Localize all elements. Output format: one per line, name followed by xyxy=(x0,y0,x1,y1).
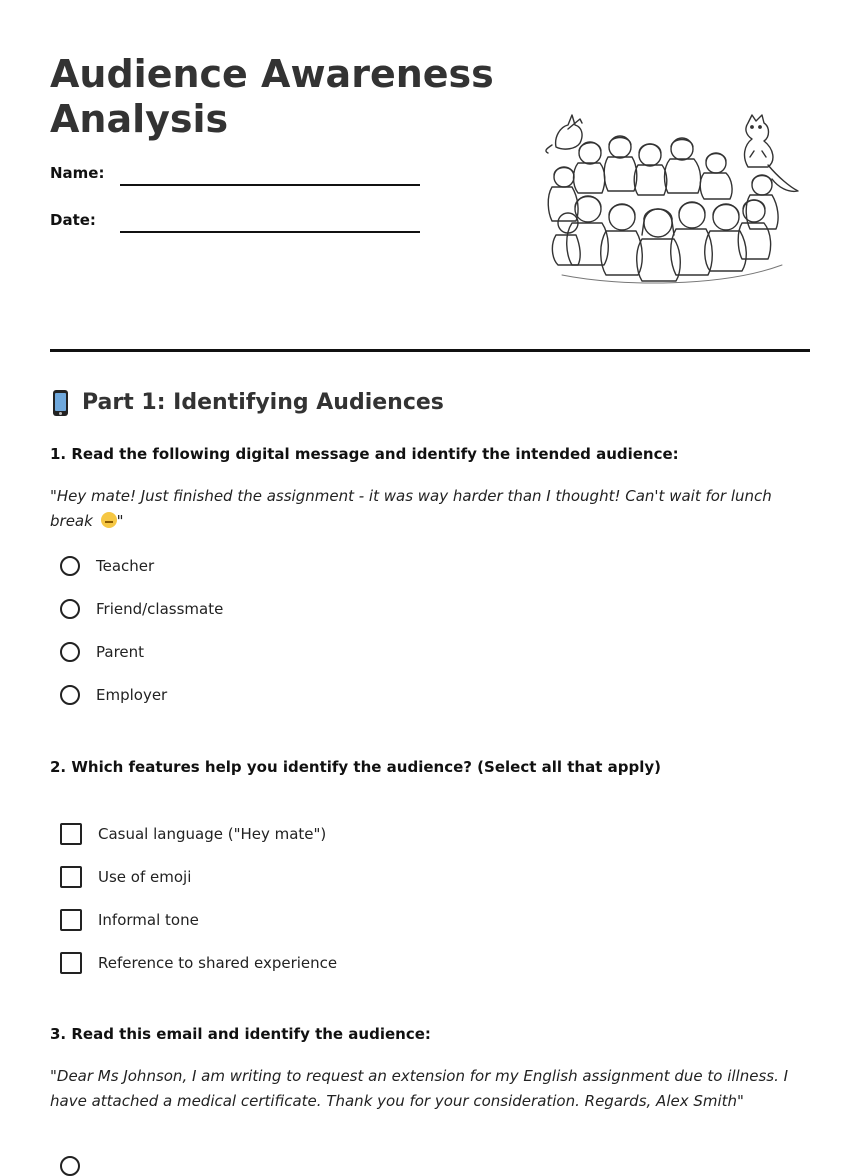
q1-option-label: Friend/classmate xyxy=(96,600,224,618)
q2-option-label: Casual language ("Hey mate") xyxy=(98,825,327,843)
question-2-prompt: 2. Which features help you identify the audience? (Select all that apply) xyxy=(50,758,661,776)
part-1-title: Part 1: Identifying Audiences xyxy=(82,390,444,415)
q1-option-parent[interactable] xyxy=(60,639,144,665)
date-input-line[interactable] xyxy=(120,231,420,233)
q1-option-employer[interactable] xyxy=(60,682,167,708)
q2-option-label: Use of emoji xyxy=(98,868,192,886)
name-label: Name: xyxy=(50,164,105,182)
checkbox[interactable] xyxy=(60,952,82,974)
q1-option-friend-classmate[interactable] xyxy=(60,596,223,622)
question-1-message xyxy=(50,484,810,534)
mobile-phone-icon xyxy=(53,390,68,416)
q3-option-radio-partial[interactable] xyxy=(60,1156,80,1176)
page-title-line-1: Audience Awareness xyxy=(50,52,494,96)
checkbox[interactable] xyxy=(60,823,82,845)
radio-button[interactable] xyxy=(60,599,80,619)
page-title xyxy=(50,52,494,142)
sleepy-face-emoji-icon xyxy=(101,512,117,528)
name-field[interactable] xyxy=(50,164,420,190)
question-3-email: "Dear Ms Johnson, I am writing to request an extension for my English assignment due to illness. I have attached a medical certificate. Thank you for your consideration. Regards, Alex Smith" xyxy=(50,1067,789,1110)
page-title-line-2: Analysis xyxy=(50,97,229,141)
section-divider xyxy=(50,349,810,352)
name-input-line[interactable] xyxy=(120,184,420,186)
q2-option-informal-tone[interactable] xyxy=(60,907,199,933)
radio-button[interactable] xyxy=(60,556,80,576)
q2-option-label: Reference to shared experience xyxy=(98,954,338,972)
date-label: Date: xyxy=(50,211,96,229)
q1-option-label: Teacher xyxy=(96,557,155,575)
checkbox[interactable] xyxy=(60,866,82,888)
q2-option-label: Informal tone xyxy=(98,911,199,929)
date-field[interactable] xyxy=(50,211,420,237)
q1-option-teacher[interactable] xyxy=(60,553,154,579)
q2-option-casual-language[interactable] xyxy=(60,821,326,847)
question-1-prompt: 1. Read the following digital message and identify the intended audience: xyxy=(50,445,679,463)
q2-option-use-of-emoji[interactable] xyxy=(60,864,191,890)
checkbox[interactable] xyxy=(60,909,82,931)
q1-option-label: Parent xyxy=(96,643,145,661)
q2-option-shared-experience[interactable] xyxy=(60,950,337,976)
q1-option-label: Employer xyxy=(96,686,168,704)
radio-button[interactable] xyxy=(60,642,80,662)
part-1-heading xyxy=(50,386,444,420)
question-3-prompt: 3. Read this email and identify the audience: xyxy=(50,1025,431,1043)
radio-button[interactable] xyxy=(60,685,80,705)
question-1-message-end: " xyxy=(116,512,124,530)
question-1-message-text: "Hey mate! Just finished the assignment - it was way harder than I thought! Can't wait for lunch break xyxy=(50,487,772,530)
children-circle-illustration xyxy=(542,105,804,287)
